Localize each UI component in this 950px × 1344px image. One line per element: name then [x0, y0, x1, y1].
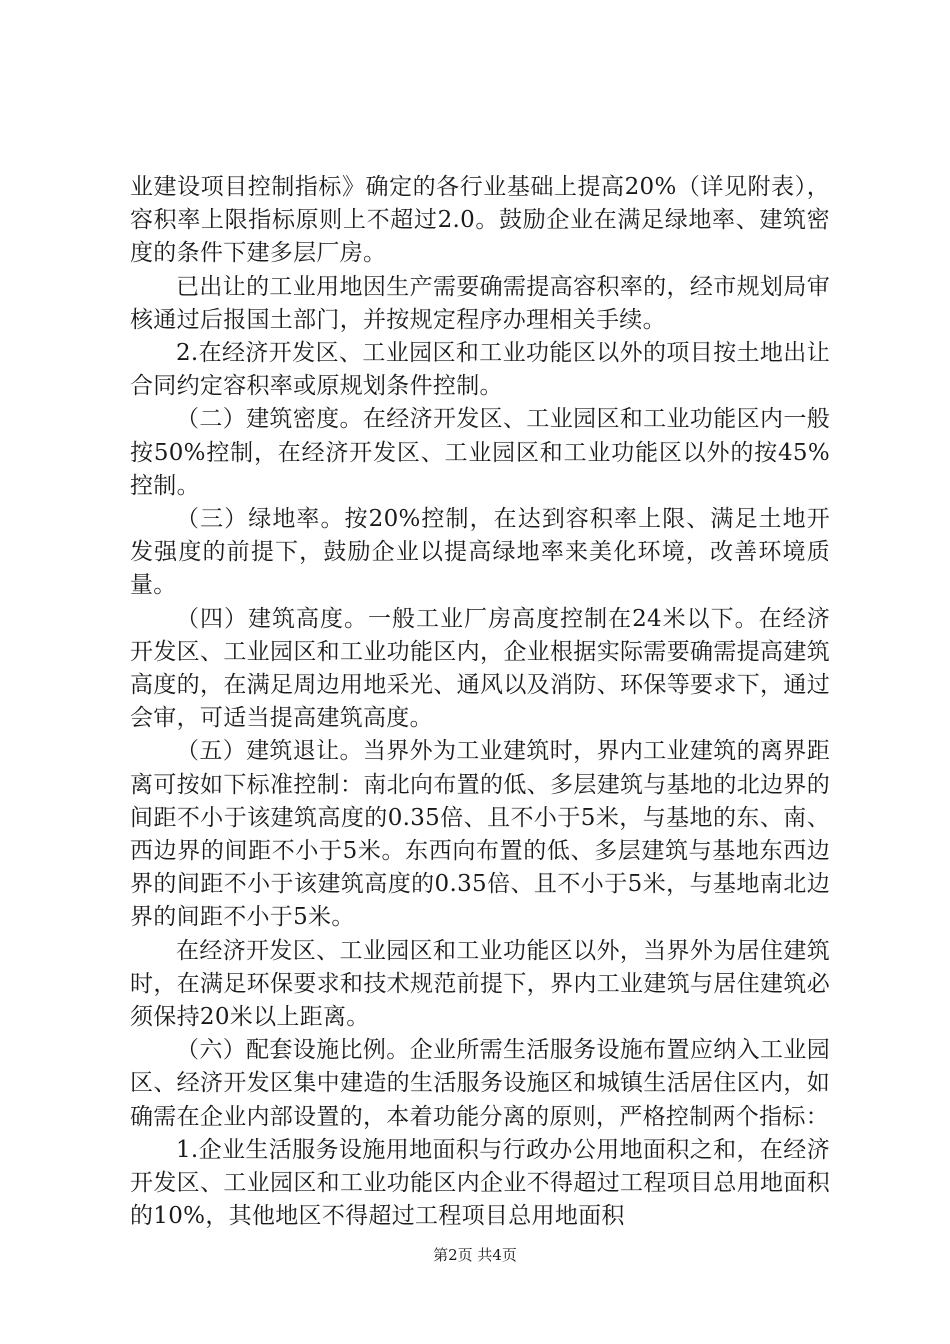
paragraph-setback: （五）建筑退让。当界外为工业建筑时，界内工业建筑的离界距离可按如下标准控制：南北向布置的低、多层建筑与基地的北边界的间距不小于该建筑高度的0.35倍、且不小于5米，与基地的东、南、西边界的间距不小于5米。东西向布置的低、多层建筑与基地东西边界的间距不小于该建筑高度的0.35倍、且不小于5米，与基地南北边界的间距不小于5米。 [130, 738, 830, 931]
paragraph-facilities: （六）配套设施比例。企业所需生活服务设施布置应纳入工业园区、经济开发区集中建造的生活服务设施区和城镇生活居住区内，如确需在企业内部设置的，本着功能分离的原则，严格控制两个指标： [130, 1037, 830, 1130]
paragraph-building-density: （二）建筑密度。在经济开发区、工业园区和工业功能区内一般按50%控制，在经济开发区、工业园区和工业功能区以外的按45%控制。 [130, 406, 830, 499]
paragraph-approval: 已出让的工业用地因生产需要确需提高容积率的，经市规划局审核通过后报国土部门，并按规定程序办理相关手续。 [130, 273, 830, 333]
paragraph-item-2: 2.在经济开发区、工业园区和工业功能区以外的项目按土地出让合同约定容积率或原规划条件控制。 [130, 340, 830, 400]
paragraph-building-height: （四）建筑高度。一般工业厂房高度控制在24米以下。在经济开发区、工业园区和工业功能区内，企业根据实际需要确需提高建筑高度的，在满足周边用地采光、通风以及消防、环保等要求下，通过会审，可适当提高建筑高度。 [130, 605, 830, 732]
page-number: 第2页 共4页 [433, 1246, 517, 1264]
paragraph-residential-distance: 在经济开发区、工业园区和工业功能区以外，当界外为居住建筑时，在满足环保要求和技术规范前提下，界内工业建筑与居住建筑必须保持20米以上距离。 [130, 937, 830, 1031]
paragraph-item-1: 1.企业生活服务设施用地面积与行政办公用地面积之和，在经济开发区、工业园区和工业功能区内企业不得超过工程项目总用地面积的10%，其他地区不得超过工程项目总用地面积 [130, 1136, 830, 1230]
paragraph-continuation: 业建设项目控制指标》确定的各行业基础上提高20%（详见附表），容积率上限指标原则上不超过2.0。鼓励企业在满足绿地率、建筑密度的条件下建多层厂房。 [130, 174, 830, 267]
body-text [130, 171, 830, 1234]
paragraph-green-rate: （三）绿地率。按20%控制，在达到容积率上限、满足土地开发强度的前提下，鼓励企业以提高绿地率来美化环境，改善环境质量。 [130, 506, 830, 599]
